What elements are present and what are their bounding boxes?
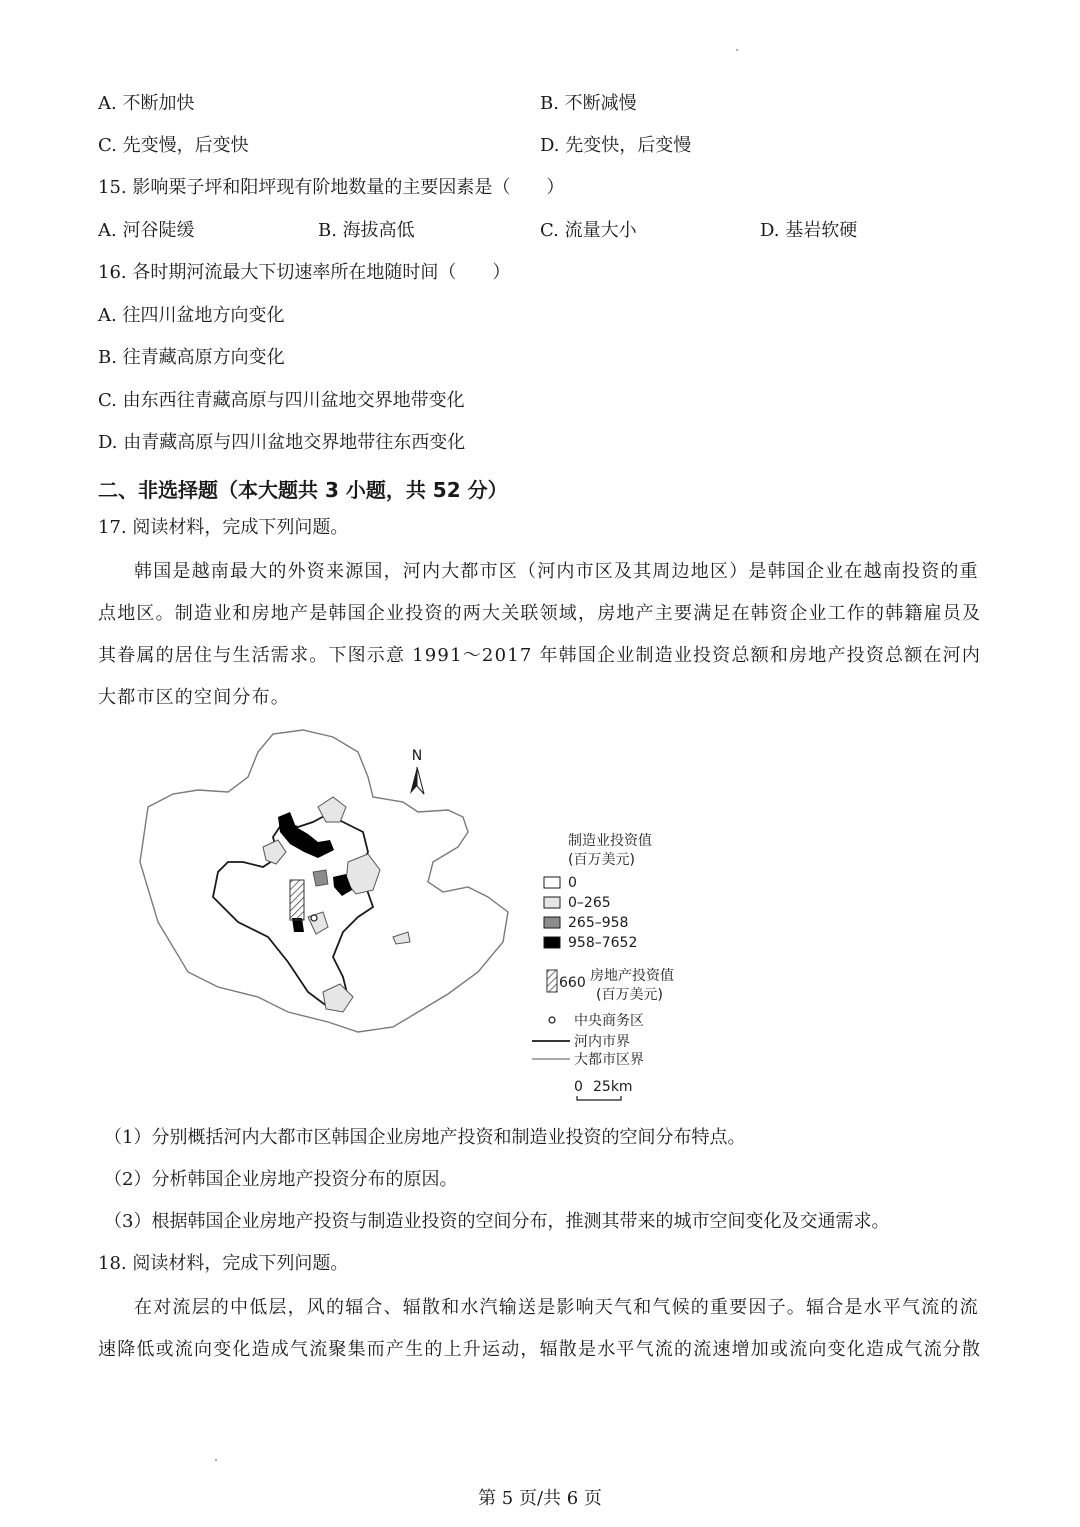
legend-class-3: 958–7652	[568, 935, 638, 951]
legend-swatch-1	[544, 897, 560, 908]
north-arrow-icon	[410, 767, 417, 794]
speck	[736, 49, 738, 51]
legend-title: 制造业投资值	[568, 833, 652, 849]
q15-option-c: C. 流量大小	[540, 220, 637, 241]
q17-stem: 17. 阅读材料，完成下列问题。	[98, 517, 349, 538]
real-estate-bar	[290, 880, 304, 920]
q16-option-c: C. 由东西往青藏高原与四川盆地交界地带变化	[98, 390, 465, 411]
q15-option-b: B. 海拔高低	[318, 220, 415, 241]
q14-option-b: B. 不断减慢	[540, 93, 637, 114]
legend-hanoi: 河内市界	[574, 1034, 630, 1050]
q14-option-c: C. 先变慢，后变快	[98, 135, 249, 156]
q18-material: 在对流层的中低层，风的辐合、辐散和水汽输送是影响天气和气候的重要因子。辐合是水平气流的流速降低或流向变化造成气流聚集而产生的上升运动，辐散是水平气流的流速增加或流向变化造成气流分散	[98, 1297, 982, 1360]
manufacturing-zone-low	[318, 797, 346, 822]
q17-material: 韩国是越南最大的外资来源国，河内大都市区（河内市区及其周边地区）是韩国企业在越南投资的重点地区。制造业和房地产是韩国企业投资的两大关联领域，房地产主要满足在韩资企业工作的韩籍雇员及其眷属的居住与生活需求。下图示意 1991～2017 年韩国企业制造业投资总额和房地产投资总额在河内大都市区的空间分布。	[98, 561, 982, 708]
q16-option-b: B. 往青藏高原方向变化	[98, 347, 285, 368]
cbd-marker	[311, 915, 317, 921]
q16-option-d: D. 由青藏高原与四川盆地交界地带往东西变化	[98, 432, 466, 453]
manufacturing-zone-low	[308, 912, 328, 934]
legend-cbd-symbol	[549, 1017, 555, 1023]
q17-sub1: （1）分别概括河内大都市区韩国企业房地产投资和制造业投资的空间分布特点。	[104, 1127, 746, 1148]
north-arrow-icon	[417, 767, 424, 794]
map-figure	[118, 722, 698, 1111]
scale-km: 25km	[593, 1079, 633, 1095]
manufacturing-zone-low	[323, 984, 353, 1012]
scale-zero: 0	[574, 1079, 583, 1095]
q17-sub2: （2）分析韩国企业房地产投资分布的原因。	[104, 1169, 458, 1190]
legend-swatch-2	[544, 917, 560, 928]
legend-metro: 大都市区界	[574, 1052, 644, 1068]
hanoi-investment-map	[118, 722, 698, 1107]
speck	[215, 1459, 217, 1461]
legend-unit: (百万美元)	[568, 852, 635, 868]
q17-sub3: （3）根据韩国企业房地产投资与制造业投资的空间分布，推测其带来的城市空间变化及交通需求。	[104, 1211, 890, 1232]
legend-class-2: 265–958	[568, 915, 629, 931]
legend-realestate-value: 660	[559, 975, 586, 991]
legend-class-0: 0	[568, 875, 577, 891]
legend-swatch-0	[544, 877, 560, 888]
q16-option-a: A. 往四川盆地方向变化	[98, 305, 285, 326]
q16-stem: 16. 各时期河流最大下切速率所在地随时间（ ）	[98, 262, 511, 283]
q14-option-a: A. 不断加快	[98, 93, 195, 114]
q15-stem: 15. 影响栗子坪和阳坪现有阶地数量的主要因素是（ ）	[98, 177, 565, 198]
page-footer: 第 5 页/共 6 页	[478, 1488, 602, 1509]
manufacturing-zone-mid	[313, 870, 328, 886]
legend-cbd: 中央商务区	[574, 1013, 644, 1029]
legend-realestate-swatch	[547, 970, 557, 992]
section-title: 二、非选择题（本大题共 3 小题，共 52 分）	[98, 478, 508, 502]
scale-bar	[577, 1096, 621, 1100]
q18-stem: 18. 阅读材料，完成下列问题。	[98, 1253, 349, 1274]
legend-realestate-label: 房地产投资值	[590, 968, 674, 984]
legend-swatch-3	[544, 937, 560, 948]
q15-option-d: D. 基岩软硬	[760, 220, 858, 241]
manufacturing-zone-low	[393, 932, 410, 944]
legend-class-1: 0–265	[568, 895, 611, 911]
north-label: N	[411, 748, 423, 764]
legend-realestate-unit: (百万美元)	[596, 987, 663, 1003]
manufacturing-zone-low	[263, 840, 286, 864]
q14-option-d: D. 先变快，后变慢	[540, 135, 692, 156]
q15-option-a: A. 河谷陡缓	[98, 220, 195, 241]
